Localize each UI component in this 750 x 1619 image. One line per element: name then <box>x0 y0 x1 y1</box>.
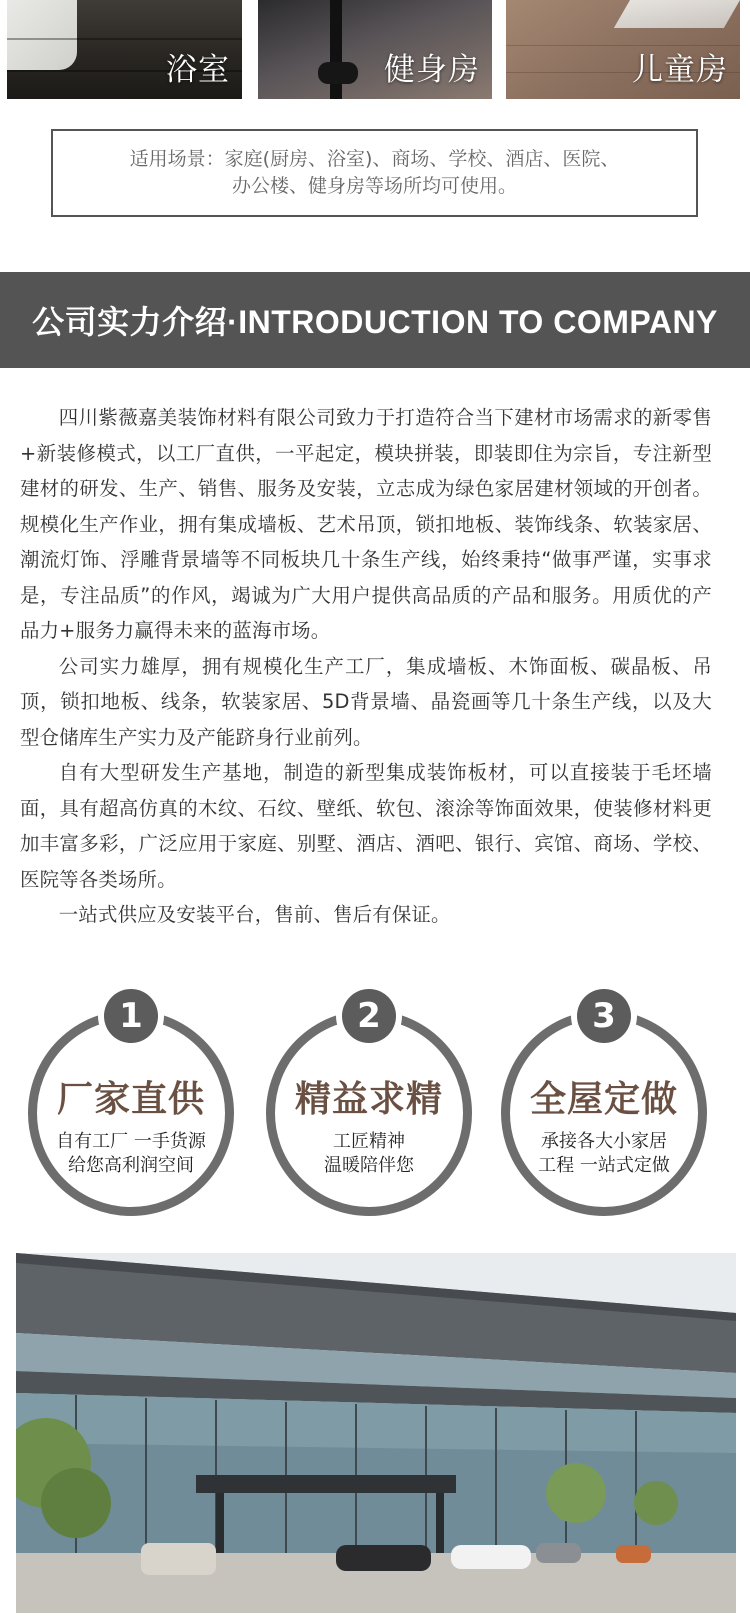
intro-paragraph: 公司实力雄厚，拥有规模化生产工厂，集成墙板、木饰面板、碳晶板、吊顶，锁扣地板、线条，软装家居、5D背景墙、晶瓷画等几十条生产线，以及大型仓储库生产实力及产能跻身行业前列。 <box>20 654 712 749</box>
scene-strip <box>0 0 750 100</box>
scene-label-kids-room: 儿童房 <box>632 52 728 88</box>
feature-title: 全屋定做 <box>529 1079 678 1120</box>
scene-bathroom-image <box>7 0 242 99</box>
feature-number-badge: 1 <box>104 989 158 1043</box>
company-intro-header <box>0 272 750 368</box>
feature-custom-whole-house <box>501 996 707 1216</box>
gym-weight-graphic <box>318 62 358 84</box>
feature-description: 工匠精神 温暖陪伴您 <box>324 1131 414 1176</box>
feature-title: 厂家直供 <box>56 1079 205 1120</box>
feature-description: 自有工厂 一手货源 给您高利润空间 <box>56 1131 206 1176</box>
intro-paragraph: 四川紫薇嘉美装饰材料有限公司致力于打造符合当下建材市场需求的新零售+新装修模式，以工厂直供，一平起定，模块拼装，即装即住为宗旨，专注新型建材的研发、生产、销售、服务及安装，立志成为绿色家居建材领域的开创者。规模化生产作业，拥有集成墙板、艺术吊顶，锁扣地板、装饰线条、软装家居、潮流灯饰、浮雕背景墙等不同板块几十条生产线，始终秉持“做事严谨，实事求是，专注品质”的作风，竭诚为广大用户提供高品质的产品和服务。用质优的产品力+服务力赢得未来的蓝海市场。 <box>20 406 712 642</box>
factory-building-graphic <box>16 1253 736 1613</box>
wall-graphic <box>614 0 740 28</box>
scene-label-bathroom: 浴室 <box>166 52 230 88</box>
towel-graphic <box>7 0 77 70</box>
intro-paragraph: 一站式供应及安装平台，售前、售后有保证。 <box>58 903 451 926</box>
company-intro-text <box>20 400 712 933</box>
scene-gym-image <box>258 0 492 99</box>
scene-label-gym: 健身房 <box>384 52 480 88</box>
scene-kids-room-image <box>506 0 740 99</box>
feature-description: 承接各大小家居 工程 一站式定做 <box>538 1131 670 1176</box>
section-title: 公司实力介绍·INTRODUCTION TO COMPANY <box>32 304 718 340</box>
scope-line-1: 适用场景：家庭(厨房、浴室)、商场、学校、酒店、医院、 <box>129 148 620 170</box>
feature-number-badge: 3 <box>577 989 631 1043</box>
gym-bar-graphic <box>330 0 342 99</box>
intro-paragraph: 自有大型研发生产基地，制造的新型集成装饰板材，可以直接装于毛坯墙面，具有超高仿真的木纹、石纹、壁纸、软包、滚涂等饰面效果，使装修材料更加丰富多彩，广泛应用于家庭、别墅、酒店、酒吧、银行、宾馆、商场、学校、医院等各类场所。 <box>20 761 712 891</box>
feature-excellence <box>266 996 472 1216</box>
feature-number-badge: 2 <box>342 989 396 1043</box>
factory-building-photo <box>16 1253 736 1613</box>
feature-direct-supply <box>28 996 234 1216</box>
feature-title: 精益求精 <box>294 1079 443 1120</box>
feature-circles <box>0 990 750 1215</box>
scope-line-2: 办公楼、健身房等场所均可使用。 <box>231 175 517 197</box>
application-scope-box <box>51 129 698 217</box>
